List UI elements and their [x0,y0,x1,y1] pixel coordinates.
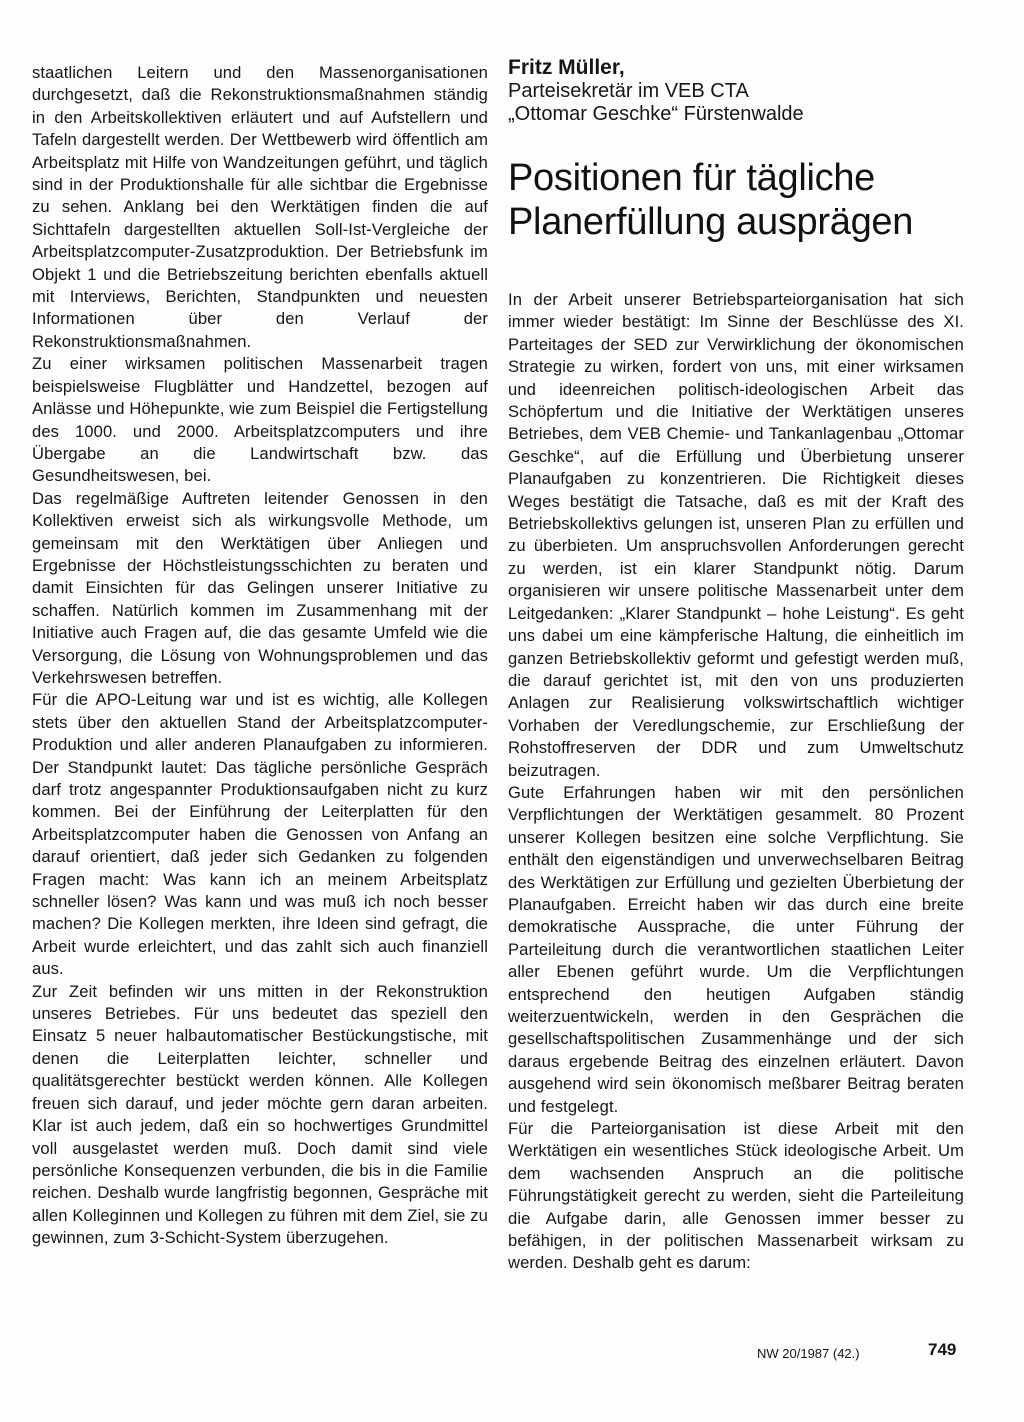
article-paragraph-1: In der Arbeit unserer Betriebsparteiorganisation hat sich immer wieder bestätigt: Im Sinne der Beschlüsse des XI. Parteitages der SED zur Verwirklichung der ökonomischen Strategie zu wirken, fordert von uns, mit einer wirksamen und ideenreichen politisch-ideologischen Arbeit das Schöpfertum und die Initiative der Werktätigen unseres Betriebes, dem VEB Chemie- und Tankanlagenbau „Ottomar Geschke“, auf die Erfüllung und Überbietung unserer Planaufgaben zu konzentrieren. Die Richtigkeit dieses Weges bestätigt die Tatsache, daß es mit der Kraft des Betriebskollektivs gelungen ist, unseren Plan zu erfüllen und zu überbieten. Um anspruchsvollen Anforderungen gerecht zu werden, ist ein klarer Standpunkt nötig. Darum organisieren wir unsere politische Massenarbeit unter dem Leitgedanken: „Klarer Standpunkt – hohe Leistung“. Es geht uns dabei um eine kämpferische Haltung, die einheitlich im ganzen Betriebskollektiv geformt und gefestigt werden muß, die darauf gerichtet ist, mit den von uns produzierten Anlagen zur Realisierung volkswirtschaftlich wichtiger Vorhaben der Veredlungschemie, zur Erschließung der Rohstoffreserven der DDR und zum Umweltschutz beizutragen. [508,290,964,780]
article-paragraph-2: Gute Erfahrungen haben wir mit den persönlichen Verpflichtungen der Werktätigen gesammelt. 80 Prozent unserer Kollegen besitzen eine solche Verpflichtung. Sie enthält den eigenständigen und unverwechselbaren Beitrag des Werktätigen zur Erfüllung und gezielten Überbietung der Planaufgaben. Erreicht haben wir das durch eine breite demokratische Aussprache, die unter Führung der Parteileitung durch die verantwortlichen staatlichen Leiter aller Ebenen geführt wurde. Um die Verpflichtungen entsprechend den heutigen Aufgaben ständig weiterzuentwickeln, werden in den Gesprächen die gesellschaftspolitischen Zusammenhänge und der sich daraus ergebende Beitrag des einzelnen erläutert. Davon ausgehend wird sein ökonomisch meßbarer Beitrag beraten und festgelegt. [508,782,964,1116]
author-role-line-1: Parteisekretär im VEB CTA [508,80,749,102]
headline-line-1: Positionen für tägliche [508,157,875,199]
author-name: Fritz Müller, [508,56,625,79]
left-paragraph-4: Für die APO-Leitung war und ist es wichtig, alle Kollegen stets über den aktuellen Stand der Arbeitsplatzcomputer-Produktion und aller anderen Planaufgaben zu informieren. Der Standpunkt lautet: Das tägliche persönliche Gespräch darf trotz angespannter Produktionsaufgaben nicht zu kurz kommen. Bei der Einführung der Leiterplatten für den Arbeitsplatzcomputer haben die Genossen von Anfang an darauf orientiert, daß jeder sich Gedanken zu folgenden Fragen macht: Was kann ich an meinem Arbeitsplatz schneller lösen? Was kann und was muß ich noch besser machen? Die Kollegen merkten, ihre Ideen sind gefragt, die Arbeit wurde erleichtert, und das zahlt sich auch finanziell aus. [32,690,488,979]
page-number: 749 [928,1340,957,1359]
article-headline [508,156,964,244]
left-paragraph-1: staatlichen Leitern und den Massenorganisationen durchgesetzt, daß die Rekonstruktionsmaßnahmen ständig in den Arbeitskollektiven erläutert und auf Aufstellern und Tafeln dargestellt werden. Der Wettbewerb wird öffentlich am Arbeitsplatz mit Hilfe von Wandzeitungen geführt, und täglich sind in der Produktionshalle für alle sichtbar die Ergebnisse zu sehen. Anklang bei den Werktätigen finden die auf Sichttafeln dargestellten aktuellen Soll-Ist-Vergleiche der Arbeitsplatzcomputer-Zusatzproduktion. Der Betriebsfunk im Objekt 1 und die Betriebszeitung berichten ebenfalls aktuell mit Interviews, Berichten, Standpunkten und neuesten Informationen über den Verlauf der Rekonstruktionsmaßnahmen. [32,63,488,351]
left-paragraph-5: Zur Zeit befinden wir uns mitten in der Rekonstruktion unseres Betriebes. Für uns bedeutet das speziell den Einsatz 5 neuer halbautomatischer Bestückungstische, mit denen die Leiterplatten leichter, schneller und qualitätsgerechter bestückt werden können. Alle Kollegen freuen sich darauf, und jeder möchte gern daran arbeiten. Klar ist auch jedem, daß ein so hochwertiges Grundmittel voll ausgelastet werden muß. Doch damit sind viele persönliche Konsequenzen verbunden, die bis in die Familie reichen. Deshalb wurde langfristig begonnen, Gespräche mit allen Kolleginnen und Kollegen zu führen mit dem Ziel, sie zu gewinnen, zum 3-Schicht-System überzugehen. [32,981,488,1248]
headline-line-2: Planerfüllung ausprägen [508,201,914,243]
article-header [508,56,964,244]
issue-reference: NW 20/1987 (42.) [757,1346,860,1361]
left-paragraph-2: Zu einer wirksamen politischen Massenarbeit tragen beispielsweise Flugblätter und Handzettel, bezogen auf Anlässe und Höhepunkte, wie zum Beispiel die Fertigstellung des 1000. und 2000. Arbeitsplatzcomputers und ihre Übergabe an die Landwirtschaft bzw. das Gesundheitswesen, bei. [32,354,488,486]
article-paragraph-3: Für die Parteiorganisation ist diese Arbeit mit den Werktätigen ein wesentliches Stück ideologische Arbeit. Um dem wachsenden Anspruch an die politische Führungstätigkeit gerecht zu werden, sieht die Parteileitung die Aufgabe darin, alle Genossen immer besser zu befähigen, in der politischen Massenarbeit wirksam zu werden. Deshalb geht es darum: [508,1119,964,1273]
left-column [32,62,488,1250]
left-paragraph-3: Das regelmäßige Auftreten leitender Genossen in den Kollektiven erweist sich als wirkungsvolle Methode, um gemeinsam mit den Werktätigen über Anliegen und Ergebnisse der Höchstleistungsschichten zu beraten und damit Einsichten für das Gelingen unserer Initiative zu schaffen. Natürlich kommen im Zusammenhang mit der Initiative auch Fragen auf, die das gesamte Umfeld wie die Versorgung, die Lösung von Wohnungsproblemen und das Verkehrswesen betreffen. [32,488,488,687]
author-role-line-2: „Ottomar Geschke“ Fürstenwalde [508,103,804,125]
article-body [508,289,964,1275]
